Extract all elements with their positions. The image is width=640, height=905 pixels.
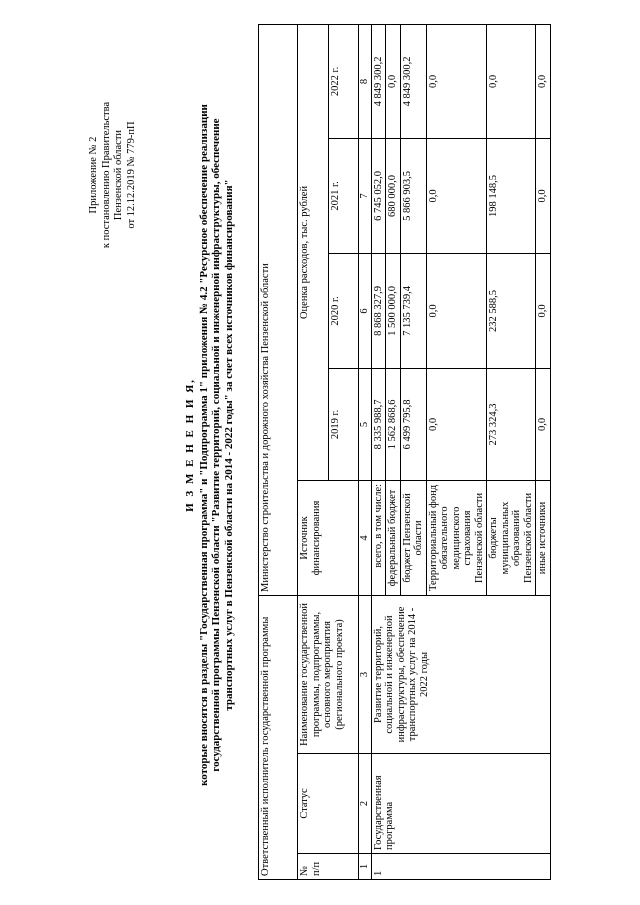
appendix-line: Пензенской области xyxy=(113,129,124,221)
heading-line: которые вносятся в разделы "Государственная программа" и "Подпрограмма 1" приложения № 4.2 "Ресурсное обеспечение реализации xyxy=(197,104,210,786)
heading-line: государственной программы Пензенской области "Развитие территорий, социальной и инженерной инфраструктуры, обеспечение xyxy=(210,118,222,772)
value-cell: 0,0 xyxy=(426,368,487,480)
value-cell: 0,0 xyxy=(536,253,551,368)
value-cell: 8 868 327,9 xyxy=(371,253,386,368)
header-year: 2019 г. xyxy=(328,368,359,480)
value-cell: 6 499 795,8 xyxy=(400,368,426,480)
row-name: Развитие территорий, социальной и инженерной инфраструктуры, обеспечение транспортных услуг на 2014 - 2022 годы xyxy=(371,595,550,753)
value-cell: 7 135 739,4 xyxy=(400,253,426,368)
appendix-line: от 12.12.2019 № 779-пП xyxy=(125,121,137,229)
row-num: 1 xyxy=(371,854,550,880)
expenditure-table xyxy=(258,24,551,880)
value-cell: 6 745 052,0 xyxy=(371,138,386,253)
row-status: Государственная программа xyxy=(371,754,550,854)
value-cell: 0,0 xyxy=(536,368,551,480)
value-cell: 0,0 xyxy=(426,24,487,138)
appendix-line: к постановлению Правительства xyxy=(100,101,112,249)
value-cell: 0,0 xyxy=(487,24,536,138)
table-row xyxy=(371,24,386,879)
header-source: Источник финансирования xyxy=(298,480,359,595)
value-cell: 680 000,0 xyxy=(386,138,401,253)
header-row xyxy=(298,24,329,879)
source-label: федеральный бюджет xyxy=(386,480,401,595)
value-cell: 232 588,5 xyxy=(487,253,536,368)
value-cell: 273 324,3 xyxy=(487,368,536,480)
value-cell: 0,0 xyxy=(386,24,401,138)
header-name: Наименование государственной программы, подпрограммы, основного мероприятия (регионального проекта) xyxy=(298,595,359,753)
column-number: 4 xyxy=(359,480,372,595)
value-cell: 0,0 xyxy=(536,24,551,138)
value-cell: 4 849 300,2 xyxy=(400,24,426,138)
appendix-line: Приложение № 2 xyxy=(88,136,99,214)
value-cell: 5 866 903,5 xyxy=(400,138,426,253)
source-label: Территориальный фонд обязательного медицинского страхования Пензенской области xyxy=(426,480,487,595)
appendix-block xyxy=(88,65,138,285)
header-year: 2021 г. xyxy=(328,138,359,253)
column-numbers-row xyxy=(359,24,372,879)
value-cell: 198 148,5 xyxy=(487,138,536,253)
source-label: бюджеты муниципальных образований Пензенской области xyxy=(487,480,536,595)
source-label: бюджет Пензенской области xyxy=(400,480,426,595)
column-number: 3 xyxy=(359,595,372,753)
value-cell: 1 500 000,0 xyxy=(386,253,401,368)
value-cell: 0,0 xyxy=(536,138,551,253)
source-label: иные источники xyxy=(536,480,551,595)
column-number: 2 xyxy=(359,754,372,854)
header-status: Статус xyxy=(298,754,359,854)
header-year: 2022 г. xyxy=(328,24,359,138)
value-cell: 0,0 xyxy=(426,253,487,368)
heading-title: И З М Е Н Е Н И Я, xyxy=(184,378,196,512)
column-number: 1 xyxy=(359,854,372,880)
column-number: 6 xyxy=(359,253,372,368)
header-estimate: Оценка расходов, тыс. рублей xyxy=(298,24,329,480)
document-heading xyxy=(184,25,235,865)
header-year: 2020 г. xyxy=(328,253,359,368)
value-cell: 0,0 xyxy=(426,138,487,253)
executor-value: Министерство строительства и дорожного хозяйства Пензенской области xyxy=(259,24,298,595)
executor-label: Ответственный исполнитель государственной программы xyxy=(259,595,298,879)
value-cell: 8 335 988,7 xyxy=(371,368,386,480)
header-num: № п/п xyxy=(298,854,359,880)
column-number: 5 xyxy=(359,368,372,480)
executor-row xyxy=(259,24,298,879)
column-number: 7 xyxy=(359,138,372,253)
value-cell: 1 562 868,6 xyxy=(386,368,401,480)
value-cell: 4 849 300,2 xyxy=(371,24,386,138)
source-label: всего, в том числе: xyxy=(371,480,386,595)
heading-line: транспортных услуг в Пензенской области на 2014 - 2022 годы" за счет всех источников финансирования" xyxy=(222,179,235,711)
column-number: 8 xyxy=(359,24,372,138)
